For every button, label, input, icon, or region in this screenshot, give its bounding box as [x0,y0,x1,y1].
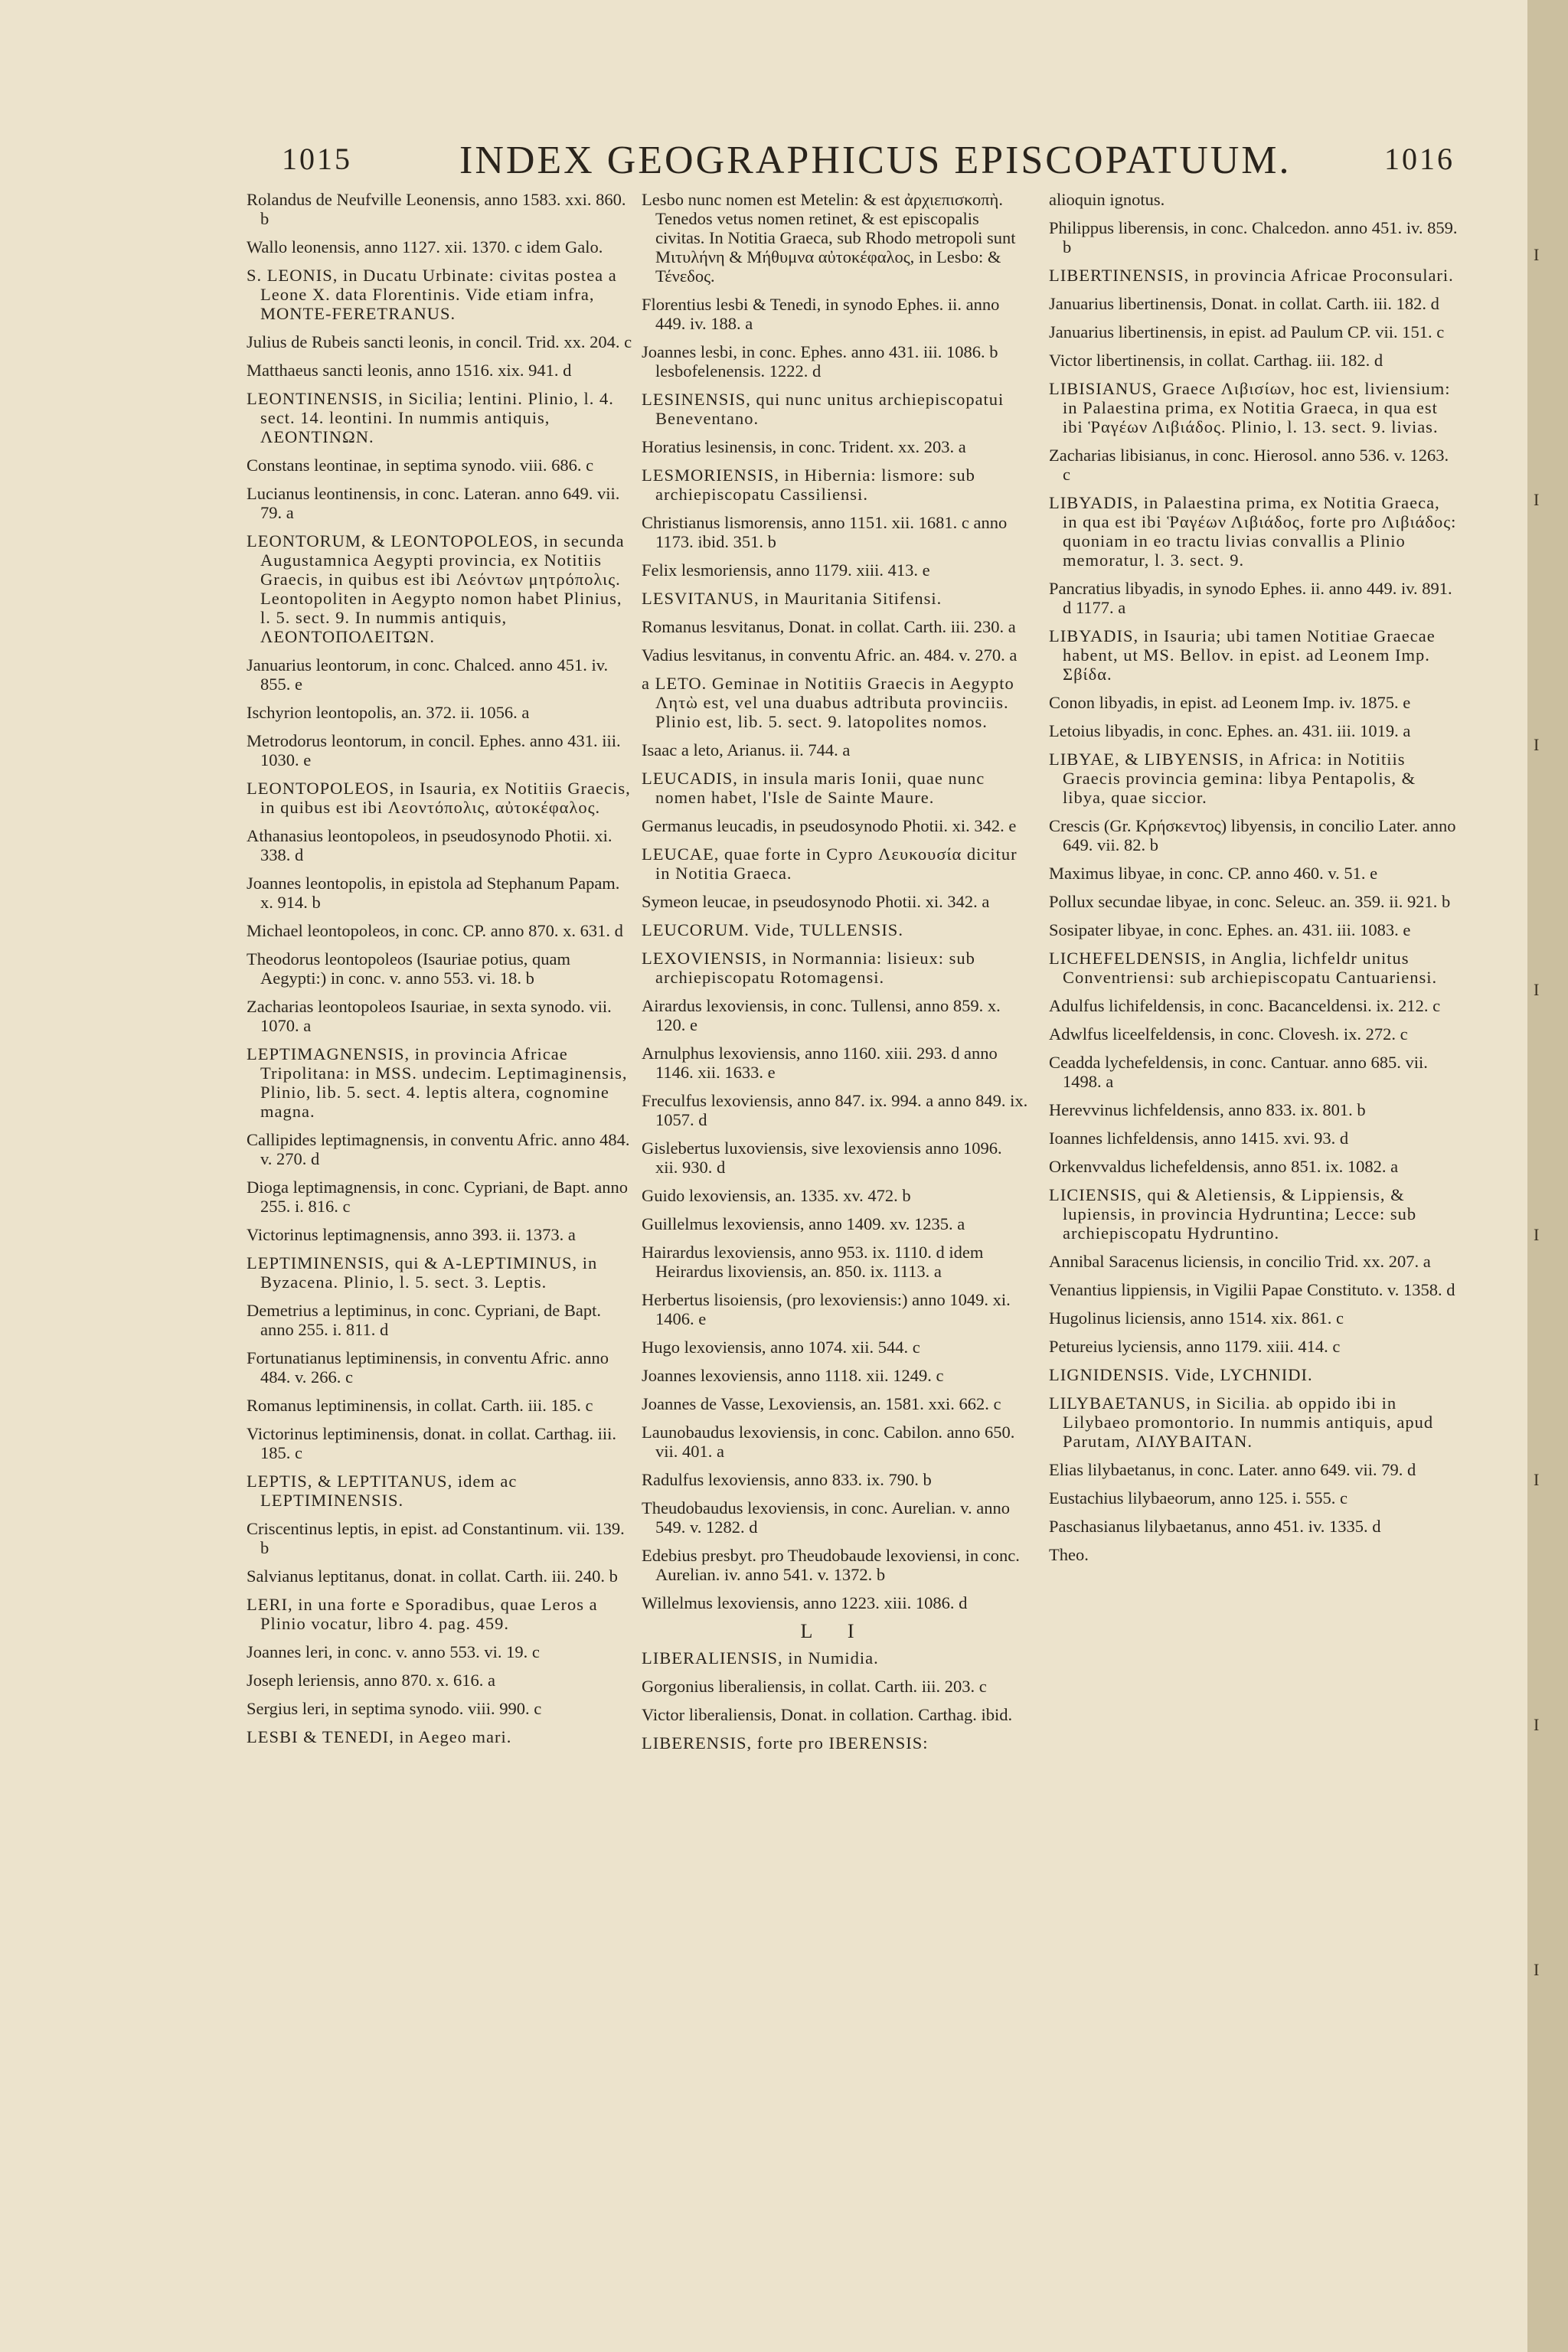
index-entry: Fortunatianus leptiminensis, in conventu Afric. anno 484. v. 266. c [247,1348,609,1387]
index-entry: Romanus lesvitanus, Donat. in collat. Carth. iii. 230. a [642,617,1016,636]
index-entry: Gorgonius liberaliensis, in collat. Carth. iii. 203. c [642,1677,987,1696]
column-left [247,190,633,1756]
index-entry: Joannes lexoviensis, anno 1118. xii. 1249. c [642,1366,944,1385]
index-entry: Matthaeus sancti leonis, anno 1516. xix. 941. d [247,361,572,380]
index-entry: Venantius lippiensis, in Vigilii Papae Constituto. v. 1358. d [1049,1280,1455,1299]
index-entry: Elias lilybaetanus, in conc. Later. anno 649. vii. 79. d [1049,1460,1416,1479]
index-heading-entry: S. LEONIS, in Ducatu Urbinate: civitas postea a Leone X. data Florentinis. Vide etiam infra, MONTE-FERETRANUS. [247,266,617,323]
facing-page-edge [1527,0,1568,2352]
index-heading-entry: LERI, in una forte e Sporadibus, quae Leros a Plinio vocatur, libro 4. pag. 459. [247,1595,598,1633]
index-entry: Januarius leontorum, in conc. Chalced. anno 451. iv. 855. e [247,655,609,694]
index-entry: Julius de Rubeis sancti leonis, in concil. Trid. xx. 204. c [247,332,632,351]
index-entry: Hugolinus liciensis, anno 1514. xix. 861. c [1049,1308,1344,1328]
index-entry: alioquin ignotus. [1049,190,1165,209]
index-entry: Victorinus leptiminensis, donat. in collat. Carthag. iii. 185. c [247,1424,616,1462]
index-heading-entry: LEPTIMAGNENSIS, in provincia Africae Tripolitana: in MSS. undecim. Leptimaginensis, Plinio, lib. 5. sect. 4. leptis altera, cognomine magna. [247,1044,628,1121]
index-entry: Adulfus lichifeldensis, in conc. Bacanceldensi. ix. 212. c [1049,996,1441,1015]
index-entry: Horatius lesinensis, in conc. Trident. xx. 203. a [642,437,966,456]
index-entry: Januarius libertinensis, Donat. in collat. Carth. iii. 182. d [1049,294,1439,313]
index-heading-entry: LIGNIDENSIS. Vide, LYCHNIDI. [1049,1365,1313,1384]
index-heading-entry: LIBYADIS, in Isauria; ubi tamen Notitiae Graecae habent, ut MS. Bellov. in epist. ad Leonem Imp. Σβίδα. [1049,626,1436,684]
index-entry: Orkenvvaldus lichefeldensis, anno 851. ix. 1082. a [1049,1157,1399,1176]
index-entry: Letoius libyadis, in conc. Ephes. an. 431. iii. 1019. a [1049,721,1411,740]
index-entry: Criscentinus leptis, in epist. ad Constantinum. vii. 139. b [247,1519,625,1557]
index-entry: Wallo leonensis, anno 1127. xii. 1370. c idem Galo. [247,237,603,256]
index-heading-entry: LESBI & TENEDI, in Aegeo mari. [247,1727,512,1746]
index-entry: Dioga leptimagnensis, in conc. Cypriani, de Bapt. anno 255. i. 816. c [247,1178,629,1216]
index-heading-entry: LESINENSIS, qui nunc unitus archiepiscopatui Beneventano. [642,390,1004,428]
index-heading-entry: LEONTINENSIS, in Sicilia; lentini. Plinio, l. 4. sect. 14. leontini. In nummis antiquis, ΛΕΟΝΤΙΝΩΝ. [247,389,614,446]
index-entry: Petureius lyciensis, anno 1179. xiii. 414. c [1049,1337,1341,1356]
index-entry: Felix lesmoriensis, anno 1179. xiii. 413. e [642,560,930,580]
index-heading-entry: LEPTIS, & LEPTITANUS, idem ac LEPTIMINENSIS. [247,1472,518,1510]
index-entry: Eustachius lilybaeorum, anno 125. i. 555. c [1049,1488,1348,1508]
index-entry: Constans leontinae, in septima synodo. viii. 686. c [247,456,594,475]
page-title: INDEX GEOGRAPHICUS EPISCOPATUUM. [459,139,1292,182]
index-entry: Lesbo nunc nomen est Metelin: & est ἀρχιεπισκοπὴ. Tenedos vetus nomen retinet, & est episcopalis civitas. In Notitia Graeca, sub Rhodo metropoli sunt Μιτυλήνη & Μήθυμνα αὐτοκέφαλος, in Lesbo: & Τένεδος. [642,190,1016,286]
index-entry: Joannes de Vasse, Lexoviensis, an. 1581. xxi. 662. c [642,1394,1001,1413]
index-entry: Metrodorus leontorum, in concil. Ephes. anno 431. iii. 1030. e [247,731,621,769]
index-heading-entry: LILYBAETANUS, in Sicilia. ab oppido ibi in Lilybaeo promontorio. In nummis antiquis, apud Parutam, ΛΙΛΥΒΑΙΤΑΝ. [1049,1393,1434,1451]
index-heading-entry: LIBYADIS, in Palaestina prima, ex Notitia Graeca, in qua est ibi Ῥαγέων Λιβιάδος, forte pro Λιβιάδος: quoniam in eo tractu livias convallis a Plinio memoratur, l. 3. sect. 9. [1049,493,1457,570]
index-entry: Athanasius leontopoleos, in pseudosynodo Photii. xi. 338. d [247,826,612,864]
index-entry: Hairardus lexoviensis, anno 953. ix. 1110. d idem Heirardus lixoviensis, an. 850. ix. 1113. a [642,1243,984,1281]
index-entry: Victorinus leptimagnensis, anno 393. ii. 1373. a [247,1225,576,1244]
index-entry: Zacharias leontopoleos Isauriae, in sexta synodo. vii. 1070. a [247,997,612,1035]
index-entry: Theudobaudus lexoviensis, in conc. Aurelian. v. anno 549. v. 1282. d [642,1498,1010,1537]
index-heading-entry: LICIENSIS, qui & Aletiensis, & Lippiensis, & lupiensis, in provincia Hydruntina; Lecce: sub archiepiscopatu Hydruntino. [1049,1185,1417,1243]
index-entry: Herevvinus lichfeldensis, anno 833. ix. 801. b [1049,1100,1366,1119]
index-entry: Arnulphus lexoviensis, anno 1160. xiii. 293. d anno 1146. xii. 1633. e [642,1044,998,1082]
index-heading-entry: LEONTORUM, & LEONTOPOLEOS, in secunda Augustamnica Aegypti provincia, ex Notitiis Graecis, in quibus est ibi Λεόντων μητρόπολις. Leontopoliten in Aegypto nomon habet Plinius, l. 5. sect. 9. In nummis antiquis, ΛΕΟΝΤΟΠΟΛΕΙΤΩΝ. [247,531,625,646]
index-entry: Demetrius a leptiminus, in conc. Cypriani, de Bapt. anno 255. i. 811. d [247,1301,602,1339]
index-entry: Freculfus lexoviensis, anno 847. ix. 994. a anno 849. ix. 1057. d [642,1091,1028,1129]
index-heading-entry: LIBYAE, & LIBYENSIS, in Africa: in Notitiis Graecis provincia gemina: libya Pentapolis, & libya, quae siccior. [1049,750,1416,807]
index-entry: Ioannes lichfeldensis, anno 1415. xvi. 93. d [1049,1129,1349,1148]
index-heading-entry: LEUCADIS, in insula maris Ionii, quae nunc nomen habet, l'Isle de Sainte Maure. [642,769,985,807]
index-entry: Callipides leptimagnensis, in conventu Afric. anno 484. v. 270. d [247,1130,630,1168]
column-right [1049,190,1459,1573]
index-entry: Joannes lesbi, in conc. Ephes. anno 431. iii. 1086. b lesbofelenensis. 1222. d [642,342,998,381]
index-entry: Guido lexoviensis, an. 1335. xv. 472. b [642,1186,911,1205]
index-entry: Gislebertus luxoviensis, sive lexoviensis anno 1096. xii. 930. d [642,1138,1002,1177]
index-entry: Isaac a leto, Arianus. ii. 744. a [642,740,851,760]
index-heading-entry: LEXOVIENSIS, in Normannia: lisieux: sub archiepiscopatu Rotomagensi. [642,949,975,987]
index-heading-entry: LIBERENSIS, forte pro IBERENSIS: [642,1733,929,1753]
index-entry: Edebius presbyt. pro Theudobaude lexoviensi, in conc. Aurelian. iv. anno 541. v. 1372. b [642,1546,1020,1584]
index-entry: Ceadda lychefeldensis, in conc. Cantuar. anno 685. vii. 1498. a [1049,1053,1428,1091]
facing-page-letter: I [1534,735,1540,754]
index-heading-entry: LIBERALIENSIS, in Numidia. [642,1648,879,1668]
index-entry: Salvianus leptitanus, donat. in collat. Carth. iii. 240. b [247,1566,618,1586]
index-entry: Herbertus lisoiensis, (pro lexoviensis:) anno 1049. xi. 1406. e [642,1290,1011,1328]
index-entry: Adwlfus liceelfeldensis, in conc. Clovesh. ix. 272. c [1049,1024,1408,1044]
index-entry: Hugo lexoviensis, anno 1074. xii. 544. c [642,1338,920,1357]
index-heading-entry: LEONTOPOLEOS, in Isauria, ex Notitiis Graecis, in quibus est ibi Λεοντόπολις, αὐτοκέφαλος. [247,779,631,817]
index-entry: Theodorus leontopoleos (Isauriae potius, quam Aegypti:) in conc. v. anno 553. vi. 18. b [247,949,571,988]
page-number-left: 1015 [282,142,352,176]
index-entry: Pancratius libyadis, in synodo Ephes. ii. anno 449. iv. 891. d 1177. a [1049,579,1452,617]
index-entry: Joannes leri, in conc. v. anno 553. vi. 19. c [247,1642,540,1661]
index-entry: Conon libyadis, in epist. ad Leonem Imp. iv. 1875. e [1049,693,1411,712]
index-entry: Theo. [1049,1545,1089,1564]
index-entry: Florentius lesbi & Tenedi, in synodo Ephes. ii. anno 449. iv. 188. a [642,295,1000,333]
index-entry: Lucianus leontinensis, in conc. Lateran. anno 649. vii. 79. a [247,484,620,522]
index-entry: Airardus lexoviensis, in conc. Tullensi, anno 859. x. 120. e [642,996,1001,1034]
column-middle [642,190,1028,1762]
index-entry: Joannes leontopolis, in epistola ad Stephanum Papam. x. 914. b [247,874,620,912]
facing-page-letter: I [1534,245,1540,264]
facing-page-letter: I [1534,1470,1540,1489]
index-entry: Guillelmus lexoviensis, anno 1409. xv. 1235. a [642,1214,965,1233]
facing-page-letter: I [1534,1715,1540,1734]
index-heading-entry: LEPTIMINENSIS, qui & A-LEPTIMINUS, in Byzacena. Plinio, l. 5. sect. 3. Leptis. [247,1253,598,1292]
index-heading-entry: LESVITANUS, in Mauritania Sitifensi. [642,589,942,608]
index-entry: Sergius leri, in septima synodo. viii. 990. c [247,1699,542,1718]
index-entry: Michael leontopoleos, in conc. CP. anno 870. x. 631. d [247,921,623,940]
running-header [0,138,1527,191]
index-heading-entry: LEUCAE, quae forte in Cypro Λευκουσία dicitur in Notitia Graeca. [642,844,1018,883]
index-heading-entry: LEUCORUM. Vide, TULLENSIS. [642,920,903,939]
index-entry: Paschasianus lilybaetanus, anno 451. iv. 1335. d [1049,1517,1381,1536]
index-entry: Rolandus de Neufville Leonensis, anno 1583. xxi. 860. b [247,190,626,228]
index-entry: Germanus leucadis, in pseudosynodo Photii. xi. 342. e [642,816,1017,835]
index-entry: Victor libertinensis, in collat. Carthag. iii. 182. d [1049,351,1383,370]
section-letter-heading: L I [800,1620,870,1642]
index-entry: Pollux secundae libyae, in conc. Seleuc. an. 359. ii. 921. b [1049,892,1451,911]
index-heading-entry: LIBISIANUS, Graece Λιβισίων, hoc est, liviensium: in Palaestina prima, ex Notitia Graeca, in qua est ibi Ῥαγέων Λιβιάδος. Plinio, l. 13. sect. 9. livias. [1049,379,1451,436]
index-entry: Zacharias libisianus, in conc. Hierosol. anno 536. v. 1263. c [1049,446,1449,484]
facing-page-letter: I [1534,1960,1540,1979]
index-entry: Willelmus lexoviensis, anno 1223. xiii. 1086. d [642,1593,968,1612]
index-entry: Victor liberaliensis, Donat. in collation. Carthag. ibid. [642,1705,1013,1724]
index-entry: Vadius lesvitanus, in conventu Afric. an. 484. v. 270. a [642,645,1018,665]
index-entry: Sosipater libyae, in conc. Ephes. an. 431. iii. 1083. e [1049,920,1411,939]
index-entry: Symeon leucae, in pseudosynodo Photii. xi. 342. a [642,892,990,911]
index-entry: Joseph leriensis, anno 870. x. 616. a [247,1671,495,1690]
index-entry: Radulfus lexoviensis, anno 833. ix. 790. b [642,1470,932,1489]
index-entry: Philippus liberensis, in conc. Chalcedon. anno 451. iv. 859. b [1049,218,1458,256]
index-entry: Christianus lismorensis, anno 1151. xii. 1681. c anno 1173. ibid. 351. b [642,513,1008,551]
index-entry: Romanus leptiminensis, in collat. Carth. iii. 185. c [247,1396,593,1415]
index-entry: Ischyrion leontopolis, an. 372. ii. 1056. a [247,703,530,722]
index-entry: Crescis (Gr. Κρήσκεντος) libyensis, in concilio Later. anno 649. vii. 82. b [1049,816,1456,854]
index-heading-entry: LESMORIENSIS, in Hibernia: lismore: sub archiepiscopatu Cassiliensi. [642,466,975,504]
page-number-right: 1016 [1384,142,1455,176]
index-heading-entry: a LETO. Geminae in Notitiis Graecis in Aegypto Λητὼ est, vel una duabus adtributa provinciis. Plinio est, lib. 5. sect. 9. latopolites nomos. [642,674,1014,731]
facing-page-letter: I [1534,980,1540,999]
facing-page-letter: I [1534,1225,1540,1244]
index-entry: Maximus libyae, in conc. CP. anno 460. v. 51. e [1049,864,1378,883]
index-heading-entry: LICHEFELDENSIS, in Anglia, lichfeldr unitus Conventriensi: sub archiepiscopatu Cantuariensi. [1049,949,1438,987]
index-heading-entry: LIBERTINENSIS, in provincia Africae Proconsulari. [1049,266,1454,285]
index-entry: Annibal Saracenus liciensis, in concilio Trid. xx. 207. a [1049,1252,1431,1271]
index-entry: Launobaudus lexoviensis, in conc. Cabilon. anno 650. vii. 401. a [642,1423,1015,1461]
facing-page-letter: I [1534,490,1540,509]
index-entry: Januarius libertinensis, in epist. ad Paulum CP. vii. 151. c [1049,322,1445,341]
